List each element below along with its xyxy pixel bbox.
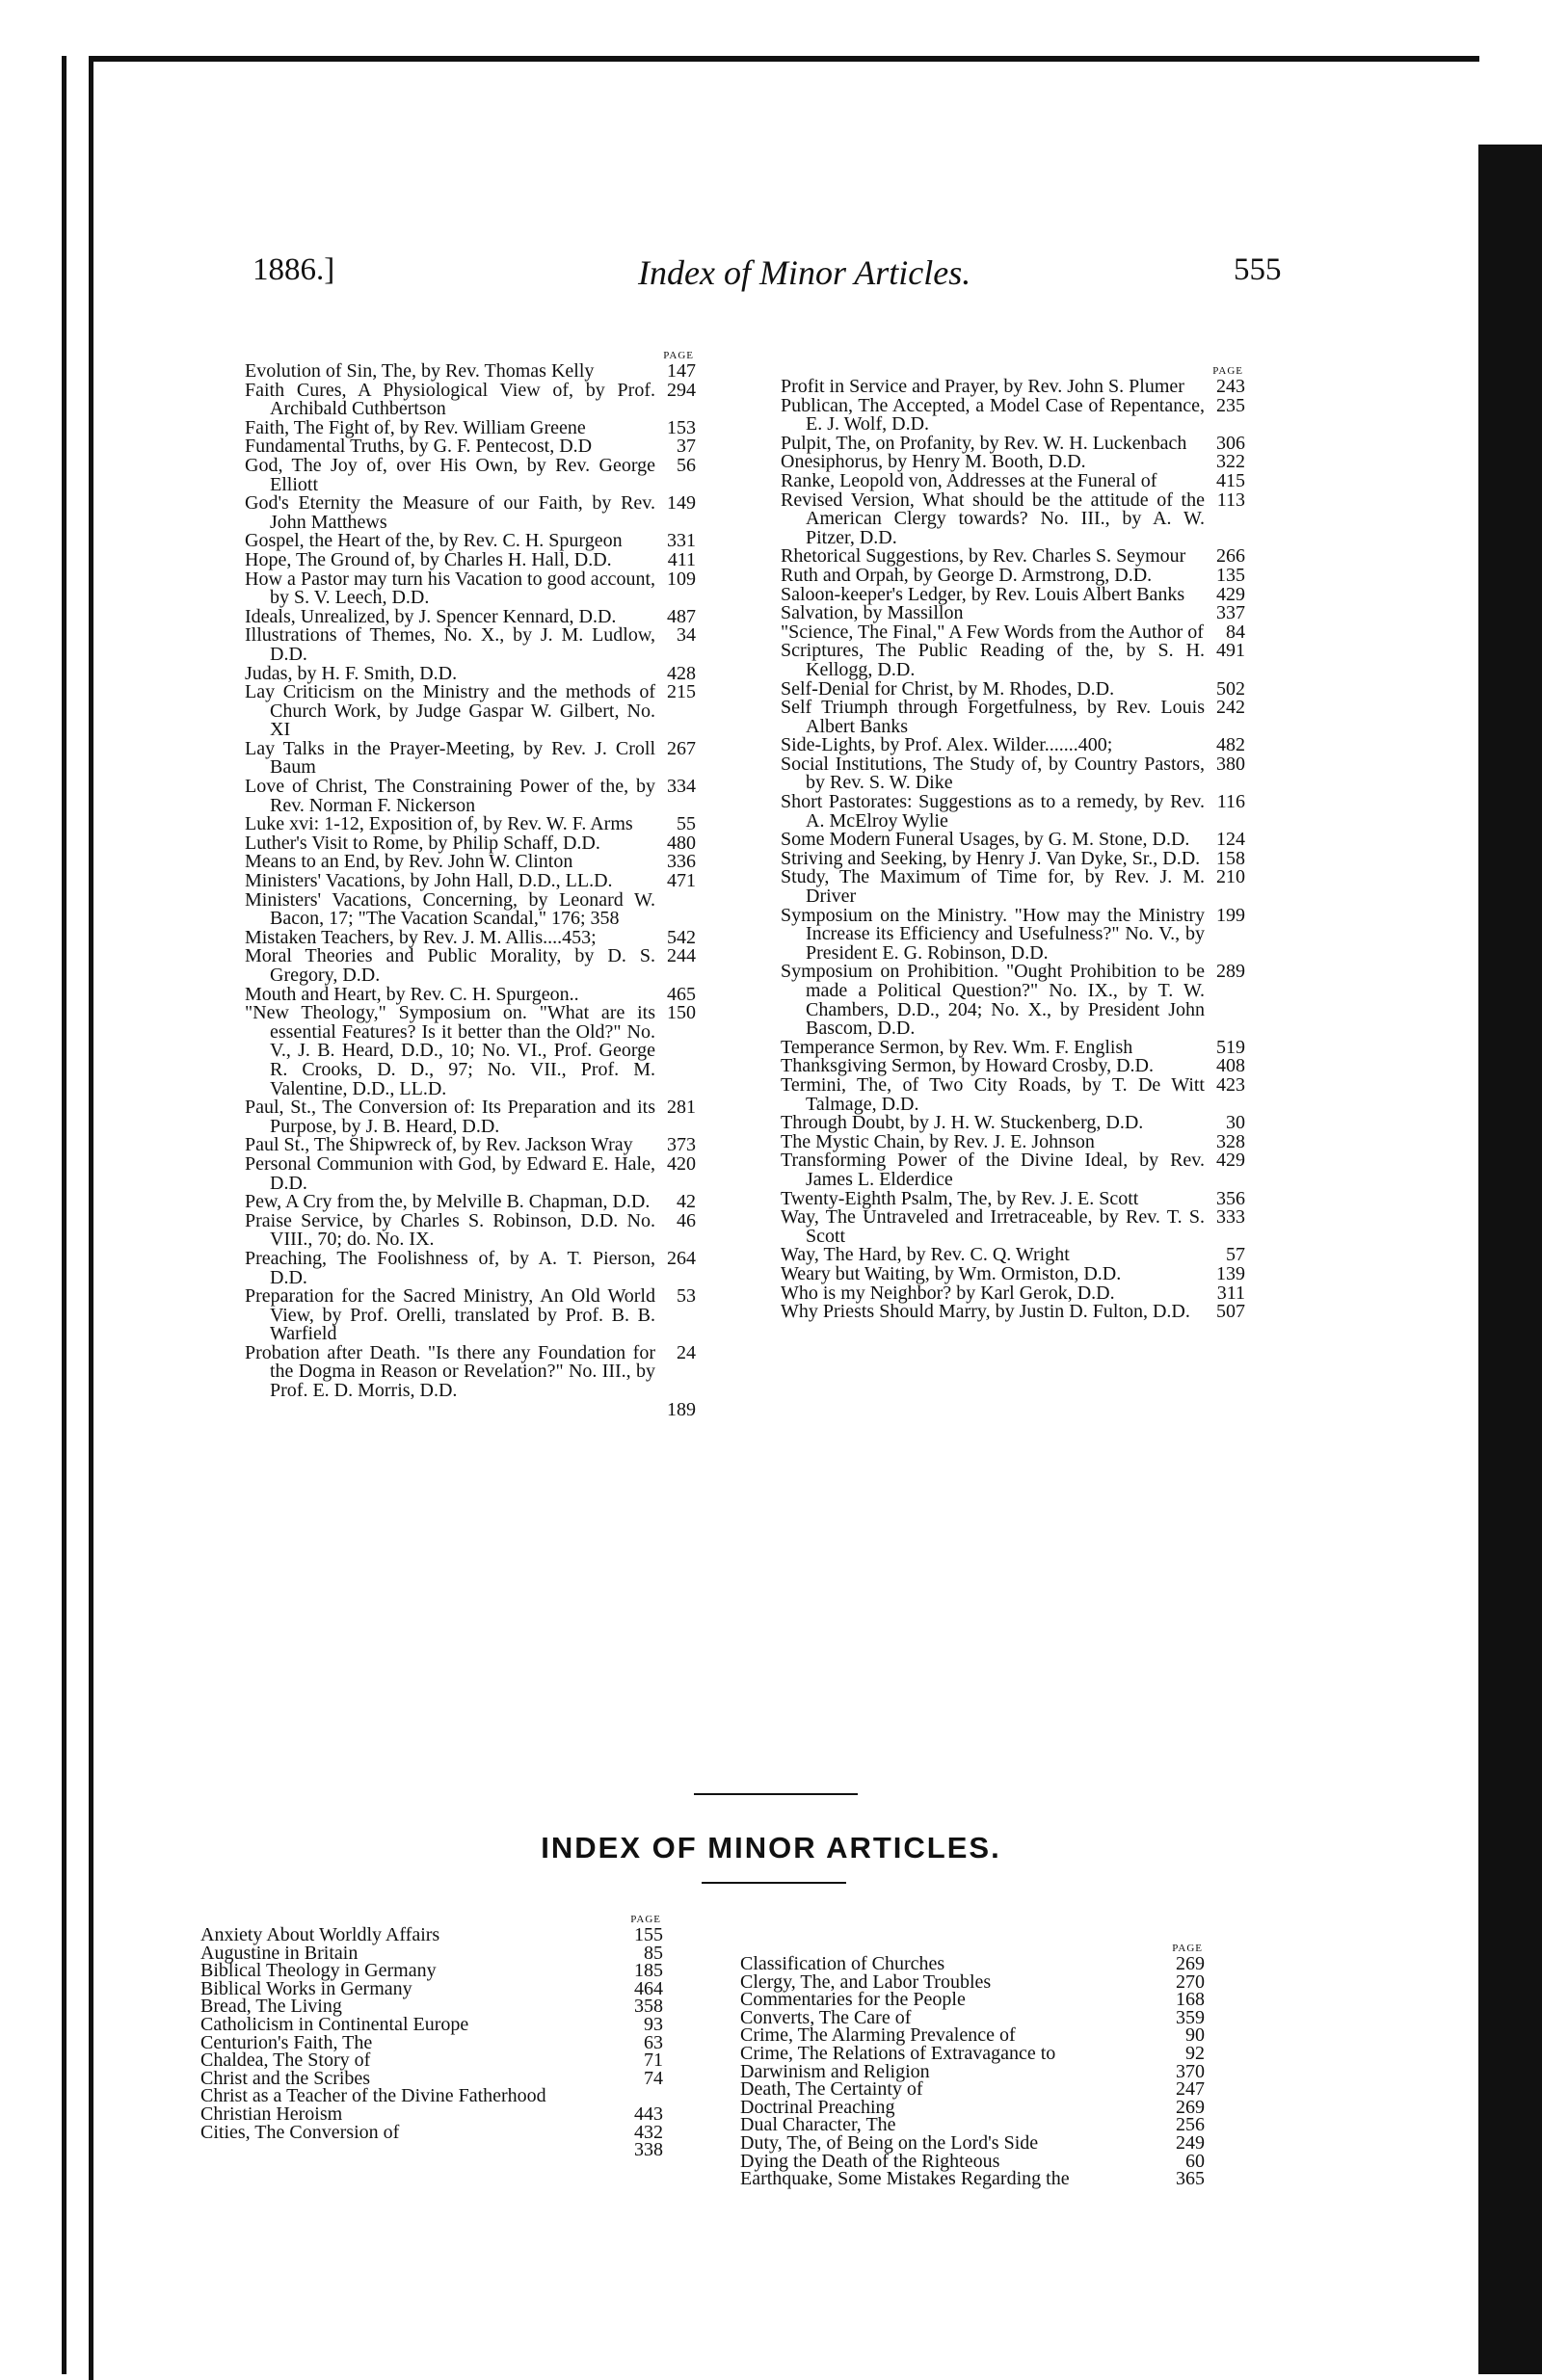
entry-title: Chaldea, The Story of <box>200 2049 371 2072</box>
entry-title: Classification of Churches <box>740 1953 945 1974</box>
index-entry <box>200 2013 663 2035</box>
index-entry <box>245 815 696 834</box>
entry-page-number: 92 <box>1185 2042 1205 2064</box>
index-entry <box>245 888 696 930</box>
entry-title: Ministers' Vacations, Concerning, by Leonard W. Bacon, 17; "The Vacation Scandal," 176; 358 <box>245 888 655 930</box>
index-entry <box>245 683 696 740</box>
entry-title: Mistaken Teachers, by Rev. J. M. Allis....453; <box>245 926 597 948</box>
index-entry <box>245 778 696 815</box>
entry-title: God's Eternity the Measure of our Faith, by Rev. John Matthews <box>245 492 655 533</box>
entry-page-number: 56 <box>677 454 696 476</box>
entry-title: Doctrinal Preaching <box>740 2096 895 2118</box>
entry-title: Gospel, the Heart of the, by Rev. C. H. Spurgeon <box>245 530 623 552</box>
entry-page-number: 53 <box>677 1285 696 1308</box>
entry-page-number: 113 <box>1216 489 1245 511</box>
index-entry <box>245 1193 696 1212</box>
index-entry <box>740 1991 1205 2009</box>
scan-margin-left <box>0 0 79 2374</box>
entry-title: How a Pastor may turn his Vacation to good account, by S. V. Leech, D.D. <box>245 568 655 609</box>
entry-title: Catholicism in Continental Europe <box>200 2013 469 2035</box>
index-entry <box>245 1341 696 1402</box>
index-entry <box>781 831 1245 850</box>
entry-page-number: 147 <box>667 360 696 382</box>
index-entry <box>781 1208 1245 1246</box>
index-entry <box>200 2102 663 2125</box>
entry-title: Moral Theories and Public Morality, by D. S. Gregory, D.D. <box>245 945 655 986</box>
entry-title: Weary but Waiting, by Wm. Ormiston, D.D. <box>781 1262 1122 1284</box>
entry-title: Short Pastorates: Suggestions as to a remedy, by Rev. A. McElroy Wylie <box>781 791 1205 832</box>
entry-title: Luke xvi: 1-12, Exposition of, by Rev. W. F. Arms <box>245 813 633 835</box>
entry-page-number: 63 <box>644 2031 663 2053</box>
index-entry <box>781 642 1245 679</box>
index-entry <box>781 604 1245 623</box>
entry-page-number: 235 <box>1216 394 1245 416</box>
entry-title: Personal Communion with God, by Edward E. Hale, D.D. <box>245 1152 655 1194</box>
entry-page-number: 244 <box>667 945 696 967</box>
entry-page-number: 373 <box>667 1134 696 1156</box>
index-entry <box>740 2170 1205 2188</box>
entry-page-number: 93 <box>644 2013 663 2035</box>
page-number: 555 <box>1234 252 1282 287</box>
entry-title: Paul St., The Shipwreck of, by Rev. Jackson Wray <box>245 1134 633 1156</box>
entry-page-number: 150 <box>667 1002 696 1024</box>
entry-title: Judas, by H. F. Smith, D.D. <box>245 662 458 684</box>
entry-title: Biblical Works in Germany <box>200 1977 412 1999</box>
entry-title: Anxiety About Worldly Affairs <box>200 1924 440 1945</box>
index-entry <box>781 736 1245 755</box>
entry-page-number: 149 <box>667 492 696 515</box>
entry-page-number: 85 <box>644 1942 663 1964</box>
entry-page-number: 90 <box>1185 2024 1205 2047</box>
entry-page-number: 57 <box>1226 1244 1245 1266</box>
entry-title: Through Doubt, by J. H. W. Stuckenberg, D.D. <box>781 1112 1144 1134</box>
entry-page-number: 428 <box>667 662 696 684</box>
entry-page-number: 37 <box>677 436 696 458</box>
entry-title: Death, The Certainty of <box>740 2078 923 2101</box>
entry-page-number: 423 <box>1216 1073 1245 1096</box>
index-entry <box>781 1073 1245 1115</box>
index-entry <box>781 1114 1245 1133</box>
index-entry <box>245 1136 696 1155</box>
entry-page-number: 429 <box>1216 583 1245 605</box>
minor-index-column-left <box>200 1913 663 2161</box>
entry-title: Love of Christ, The Constraining Power of the, by Rev. Norman F. Nickerson <box>245 776 655 816</box>
entry-page-number: 264 <box>667 1247 696 1269</box>
entry-title: Why Priests Should Marry, by Justin D. Fulton, D.D. <box>781 1301 1190 1323</box>
entry-title: Revised Version, What should be the attitude of the American Clergy towards? No. III., by A. W. Pitzer, D.D. <box>781 489 1205 548</box>
entry-page-number: 465 <box>667 983 696 1005</box>
entry-page-number: 135 <box>1216 564 1245 586</box>
entry-page-number: 356 <box>1216 1187 1245 1209</box>
index-entry <box>781 755 1245 793</box>
entry-page-number: 242 <box>1216 697 1245 719</box>
index-entry <box>245 379 696 420</box>
entry-page-number: 139 <box>1216 1262 1245 1284</box>
index-entry <box>200 2051 663 2070</box>
entry-page-number: 334 <box>667 776 696 798</box>
entry-title: Christ and the Scribes <box>200 2067 371 2089</box>
entry-page-number: 443 <box>634 2102 663 2125</box>
entry-title: Evolution of Sin, The, by Rev. Thomas Kelly <box>245 360 595 382</box>
index-entry <box>740 2080 1205 2099</box>
entry-page-number: 336 <box>667 851 696 873</box>
index-entry <box>245 1004 696 1098</box>
entry-title: Ideals, Unrealized, by J. Spencer Kennard, D.D. <box>245 605 617 627</box>
entry-page-number: 464 <box>634 1977 663 1999</box>
entry-page-number: 487 <box>667 605 696 627</box>
divider-rule <box>694 1793 858 1795</box>
index-entry <box>781 378 1245 397</box>
entry-page-number: 155 <box>634 1924 663 1945</box>
page-label: PAGE <box>630 1914 661 1925</box>
entry-page-number: 55 <box>677 813 696 835</box>
index-entry <box>245 570 696 608</box>
entry-page-number: 30 <box>1226 1112 1245 1134</box>
entry-page-number: 542 <box>667 926 696 948</box>
index-entry <box>781 1151 1245 1189</box>
entry-page-number: 331 <box>667 530 696 552</box>
index-entry <box>781 793 1245 831</box>
index-entry <box>200 1962 663 1980</box>
entry-title: Pew, A Cry from the, by Melville B. Chapman, D.D. <box>245 1191 651 1213</box>
index-entry <box>245 1098 696 1136</box>
entry-page-number: 24 <box>677 1341 696 1363</box>
entry-title: Faith, The Fight of, by Rev. William Greene <box>245 416 586 438</box>
entry-title: Biblical Theology in Germany <box>200 1960 437 1982</box>
entry-page-number: 408 <box>1216 1055 1245 1077</box>
entry-title: Scriptures, The Public Reading of the, by S. H. Kellogg, D.D. <box>781 640 1205 680</box>
index-entry <box>245 1152 696 1194</box>
scan-edge-gap <box>1473 145 1478 2374</box>
entry-title: Probation after Death. "Is there any Foundation for the Dogma in Reason or Revelation?" No. III., by Prof. E. D. Morris, D.D. <box>245 1341 655 1402</box>
index-entry <box>781 547 1245 567</box>
running-title: Index of Minor Articles. <box>638 253 971 292</box>
index-entry <box>245 947 696 985</box>
entry-title: Illustrations of Themes, No. X., by J. M. Ludlow, D.D. <box>245 624 655 665</box>
entry-title: Symposium on the Ministry. "How may the Ministry Increase its Efficiency and Usefulness?" No. V., by President E. G. Robinson, D.D. <box>781 904 1205 964</box>
entry-page-number: 432 <box>634 2121 663 2143</box>
entry-title: Striving and Seeking, by Henry J. Van Dyke, Sr., D.D. <box>781 847 1201 869</box>
entry-title: Salvation, by Massillon <box>781 602 964 624</box>
entry-page-number: 328 <box>1216 1130 1245 1152</box>
entry-title: Ministers' Vacations, by John Hall, D.D., LL.D. <box>245 870 613 892</box>
entry-title: Luther's Visit to Rome, by Philip Schaff, D.D. <box>245 832 600 854</box>
entry-page-number: 269 <box>1176 1953 1205 1974</box>
entry-page-number: 507 <box>1216 1301 1245 1323</box>
entry-title: Profit in Service and Prayer, by Rev. John S. Plumer <box>781 376 1184 397</box>
index-entry <box>245 872 696 891</box>
entry-title: Termini, The, of Two City Roads, by T. De Witt Talmage, D.D. <box>781 1073 1205 1115</box>
entry-page-number: 270 <box>1176 1970 1205 1993</box>
entry-title: Self-Denial for Christ, by M. Rhodes, D.D. <box>781 677 1115 700</box>
entry-page-number: 471 <box>667 870 696 892</box>
entry-page-number: 215 <box>667 681 696 703</box>
index-entry <box>781 699 1245 736</box>
entry-title: Praise Service, by Charles S. Robinson, D.D. No. VIII., 70; do. No. IX. <box>245 1209 655 1251</box>
index-entry <box>781 1262 1245 1284</box>
entry-page-number: 168 <box>1176 1989 1205 2011</box>
entry-page-number: 370 <box>1176 2060 1205 2082</box>
entry-title: Study, The Maximum of Time for, by Rev. J. M. Driver <box>781 866 1205 908</box>
index-entry <box>245 548 696 570</box>
entry-title: Faith Cures, A Physiological View of, by Prof. Archibald Cuthbertson <box>245 379 655 420</box>
index-entry <box>200 1926 663 1944</box>
entry-title: Publican, The Accepted, a Model Case of Repentance, E. J. Wolf, D.D. <box>781 394 1205 436</box>
scan-edge-right <box>1476 145 1542 2374</box>
entry-title: Lay Talks in the Prayer-Meeting, by Rev. J. Croll Baum <box>245 737 655 779</box>
entry-page-number: 185 <box>634 1960 663 1982</box>
entry-title: Way, The Untraveled and Irretraceable, by Rev. T. S. Scott <box>781 1206 1205 1247</box>
entry-title: Self Triumph through Forgetfulness, by Rev. Louis Albert Banks <box>781 697 1205 737</box>
entry-page-number: 337 <box>1216 602 1245 624</box>
entry-page-number: 249 <box>1176 2131 1205 2154</box>
index-entry <box>245 1247 696 1288</box>
entry-title: Way, The Hard, by Rev. C. Q. Wright <box>781 1244 1070 1266</box>
entry-page-number: 124 <box>1216 829 1245 851</box>
entry-title: Paul, St., The Conversion of: Its Preparation and its Purpose, by J. B. Heard, D.D. <box>245 1097 655 1137</box>
entry-title: Preparation for the Sacred Ministry, An Old World View, by Prof. Orelli, translated by Prof. B. B. Warfield <box>245 1285 655 1345</box>
entry-title: God, The Joy of, over His Own, by Rev. George Elliott <box>245 454 655 495</box>
minor-index-column-right <box>740 1942 1205 2188</box>
entry-page-number: 109 <box>667 568 696 590</box>
entry-title: The Mystic Chain, by Rev. J. E. Johnson <box>781 1130 1095 1152</box>
entry-page-number: 243 <box>1216 376 1245 397</box>
entry-page-number: 153 <box>667 416 696 438</box>
entry-title: Clergy, The, and Labor Troubles <box>740 1970 992 1993</box>
entry-page-number: 420 <box>667 1152 696 1175</box>
entry-page-number: 480 <box>667 832 696 854</box>
entry-title: Pulpit, The, on Profanity, by Rev. W. H. Luckenbach <box>781 432 1187 454</box>
entry-title: Hope, The Ground of, by Charles H. Hall, D.D. <box>245 548 612 570</box>
index-entry <box>245 454 696 495</box>
entry-page-number: 256 <box>1176 2114 1205 2136</box>
index-entry <box>781 963 1245 1038</box>
entry-title: Crime, The Alarming Prevalence of <box>740 2024 1016 2047</box>
page-label: PAGE <box>663 350 694 361</box>
page-label: PAGE <box>1212 365 1243 377</box>
entry-page-number: 502 <box>1216 677 1245 700</box>
entry-page-number: 116 <box>1216 791 1245 813</box>
entry-page-number: 411 <box>667 548 696 570</box>
entry-title: Rhetorical Suggestions, by Rev. Charles S. Seymour <box>781 545 1186 568</box>
entry-page-number: 269 <box>1176 2096 1205 2118</box>
entry-page-number: 34 <box>677 624 696 647</box>
entry-page-number: 358 <box>634 1996 663 2018</box>
entry-title: Duty, The, of Being on the Lord's Side <box>740 2131 1039 2154</box>
entry-title: Social Institutions, The Study of, by Country Pastors, by Rev. S. W. Dike <box>781 753 1205 794</box>
entry-title: Centurion's Faith, The <box>200 2031 373 2053</box>
index-entry <box>781 394 1245 436</box>
entry-title: Transforming Power of the Divine Ideal, by Rev. James L. Elderdice <box>781 1150 1205 1190</box>
entry-page-number: 266 <box>1216 545 1245 568</box>
entry-title: Earthquake, Some Mistakes Regarding the <box>740 2168 1070 2190</box>
entry-page-number: 322 <box>1216 451 1245 473</box>
header-year: 1886.] <box>253 252 335 287</box>
entry-title: Who is my Neighbor? by Karl Gerok, D.D. <box>781 1282 1115 1304</box>
entry-page-number: 491 <box>1216 640 1245 662</box>
entry-page-number: 281 <box>667 1097 696 1119</box>
entry-title: Onesiphorus, by Henry M. Booth, D.D. <box>781 451 1086 473</box>
entry-title: Saloon-keeper's Ledger, by Rev. Louis Albert Banks <box>781 583 1185 605</box>
entry-page-number: 189 <box>667 1398 696 1420</box>
entry-page-number: 247 <box>1176 2078 1205 2101</box>
entry-title: Augustine in Britain <box>200 1942 359 1964</box>
divider-rule <box>702 1882 846 1884</box>
entry-page-number: 84 <box>1226 621 1245 643</box>
entry-page-number: 333 <box>1216 1206 1245 1229</box>
entry-title: Dual Character, The <box>740 2114 896 2136</box>
index-column-left <box>245 349 696 1420</box>
entry-title: Crime, The Relations of Extravagance to <box>740 2042 1056 2064</box>
entry-page-number: 294 <box>667 379 696 401</box>
entry-page-number: 359 <box>1176 2006 1205 2028</box>
index-entry <box>781 491 1245 548</box>
entry-title: Ruth and Orpah, by George D. Armstrong, D.D. <box>781 564 1153 586</box>
entry-page-number: 42 <box>677 1191 696 1213</box>
entry-page-number: 311 <box>1216 1282 1245 1304</box>
entry-title: Commentaries for the People <box>740 1989 966 2011</box>
entry-page-number: 289 <box>1216 961 1245 983</box>
entry-title: Thanksgiving Sermon, by Howard Crosby, D.D. <box>781 1055 1155 1077</box>
entry-title: Christ as a Teacher of the Divine Fatherhood <box>200 2085 546 2107</box>
entry-title: Mouth and Heart, by Rev. C. H. Spurgeon.. <box>245 983 579 1005</box>
index-entry <box>781 1246 1245 1265</box>
entry-title: Converts, The Care of <box>740 2006 912 2028</box>
entry-title: Cities, The Conversion of <box>200 2121 400 2143</box>
scan-edge-line <box>62 56 66 2374</box>
index-entry <box>245 1287 696 1344</box>
entry-title: Fundamental Truths, by G. F. Pentecost, D.D <box>245 436 593 458</box>
entry-title: Dying the Death of the Righteous <box>740 2150 1000 2172</box>
entry-page-number: 210 <box>1216 866 1245 888</box>
entry-title: Christian Heroism <box>200 2102 343 2125</box>
index-entry <box>245 494 696 532</box>
index-entry <box>245 362 696 382</box>
entry-page-number: 267 <box>667 737 696 759</box>
entry-page-number: 46 <box>677 1209 696 1231</box>
index-entry <box>781 469 1245 491</box>
entry-page-number: 380 <box>1216 753 1245 775</box>
entry-title: Temperance Sermon, by Rev. Wm. F. English <box>781 1036 1133 1058</box>
entry-page-number: 482 <box>1216 734 1245 756</box>
entry-title: Darwinism and Religion <box>740 2060 930 2082</box>
index-entry <box>245 737 696 779</box>
entry-page-number: 429 <box>1216 1150 1245 1172</box>
index-entry <box>781 1303 1245 1322</box>
entry-page-number: 519 <box>1216 1036 1245 1058</box>
entry-title: Symposium on Prohibition. "Ought Prohibition to be made a Political Question?" No. IX., by T. W. Chambers, D.D., 204; No. X., by President John Bascom, D.D. <box>781 961 1205 1040</box>
entry-page-number: 71 <box>644 2049 663 2072</box>
entry-page-number: 199 <box>1216 904 1245 926</box>
entry-page-number: 365 <box>1176 2168 1205 2190</box>
entry-page-number: 415 <box>1216 469 1245 491</box>
entry-title: Side-Lights, by Prof. Alex. Wilder.......400; <box>781 734 1113 756</box>
index-entry <box>781 564 1245 586</box>
page-label: PAGE <box>1172 1943 1203 1954</box>
index-entry <box>245 532 696 551</box>
index-entry <box>781 868 1245 906</box>
index-entry <box>781 904 1245 964</box>
entry-page-number: 338 <box>634 2139 663 2161</box>
section-title: INDEX OF MINOR ARTICLES. <box>541 1831 1001 1864</box>
entry-title: "New Theology," Symposium on. "What are its essential Features? Is it better than the Old?" No. V., J. B. Heard, D.D., 10; No. VI., Prof. George R. Crooks, D. D., 97; No. VII., Prof. M. Valentine, D.D., LL.D. <box>245 1002 655 1099</box>
index-entry <box>200 2121 663 2143</box>
index-entry <box>740 2042 1205 2064</box>
index-entry <box>740 2131 1205 2154</box>
entry-page-number: 74 <box>644 2067 663 2089</box>
entry-title: Some Modern Funeral Usages, by G. M. Stone, D.D. <box>781 829 1190 851</box>
index-entry <box>245 1209 696 1251</box>
entry-title: "Science, The Final," A Few Words from the Author of <box>781 621 1204 643</box>
entry-title: Bread, The Living <box>200 1996 342 2018</box>
index-entry <box>245 626 696 664</box>
entry-title: Preaching, The Foolishness of, by A. T. Pierson, D.D. <box>245 1247 655 1288</box>
entry-page-number: 158 <box>1216 847 1245 869</box>
entry-title: Means to an End, by Rev. John W. Clinton <box>245 851 573 873</box>
entry-title: Ranke, Leopold von, Addresses at the Funeral of <box>781 469 1157 491</box>
entry-page-number: 60 <box>1185 2150 1205 2172</box>
index-column-right <box>781 364 1245 1322</box>
index-entry <box>740 1955 1205 1973</box>
entry-title: Twenty-Eighth Psalm, The, by Rev. J. E. Scott <box>781 1187 1139 1209</box>
entry-title: Lay Criticism on the Ministry and the methods of Church Work, by Judge Gaspar W. Gilbert, No. XI <box>245 681 655 741</box>
entry-page-number: 306 <box>1216 432 1245 454</box>
